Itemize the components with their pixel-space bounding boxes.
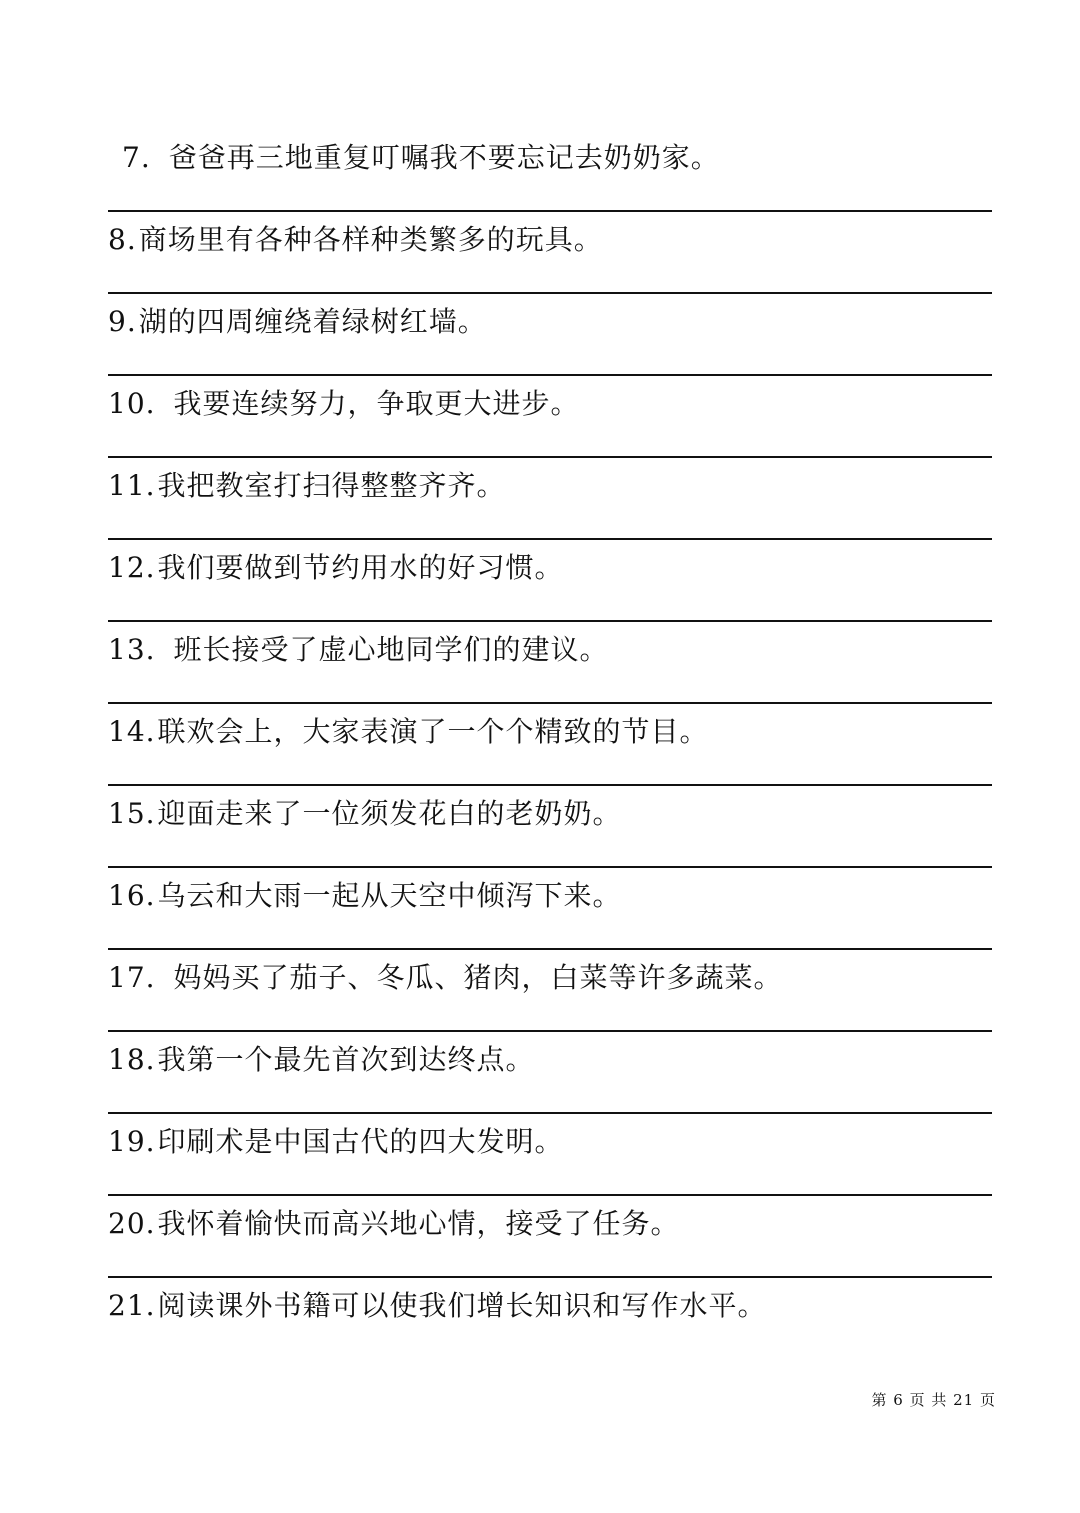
answer-line[interactable] [108, 784, 992, 786]
exercise-sentence: 我第一个最先首次到达终点。 [157, 1043, 535, 1076]
exercise-sentence: 商场里有各种各样种类繁多的玩具。 [138, 223, 603, 256]
exercise-sentence-row [108, 300, 487, 344]
exercise-sentence-row [108, 382, 580, 426]
exercise-item [108, 136, 992, 218]
exercise-sentence-row [108, 546, 564, 590]
exercise-sentence-row [122, 136, 720, 180]
exercise-number: 19. [108, 1125, 156, 1158]
answer-line[interactable] [108, 620, 992, 622]
answer-line[interactable] [108, 948, 992, 950]
exercise-item [108, 628, 992, 710]
exercise-sentence-row [108, 628, 609, 672]
exercise-item [108, 1202, 992, 1284]
exercise-sentence: 我要连续努力，争取更大进步。 [173, 387, 580, 420]
exercise-item [108, 792, 992, 874]
answer-line[interactable] [108, 1276, 992, 1278]
exercise-sentence-row [108, 874, 622, 918]
exercise-sentence: 迎面走来了一位须发花白的老奶奶。 [157, 797, 622, 830]
exercise-sentence-row [108, 1284, 767, 1328]
answer-line[interactable] [108, 538, 992, 540]
exercise-item [108, 300, 992, 382]
exercise-sentence: 阅读课外书籍可以使我们增长知识和写作水平。 [157, 1289, 767, 1322]
exercise-sentence-row [108, 710, 709, 754]
exercise-number: 14. [108, 715, 156, 748]
exercise-item [108, 218, 992, 300]
exercise-item [108, 1038, 992, 1120]
exercise-sentence: 我把教室打扫得整整齐齐。 [157, 469, 506, 502]
exercise-item [108, 1120, 992, 1202]
exercise-number: 9. [108, 305, 137, 338]
exercise-item [108, 382, 992, 464]
answer-line[interactable] [108, 210, 992, 212]
exercise-number: 15. [108, 797, 156, 830]
exercise-number: 16. [108, 879, 156, 912]
exercise-number: 20. [108, 1207, 156, 1240]
exercise-sentence: 联欢会上，大家表演了一个个精致的节目。 [157, 715, 709, 748]
exercise-item [108, 1284, 992, 1366]
exercise-sentence: 湖的四周缠绕着绿树红墙。 [138, 305, 487, 338]
exercise-sentence: 我们要做到节约用水的好习惯。 [157, 551, 564, 584]
exercise-sentence-row [108, 1120, 564, 1164]
answer-line[interactable] [108, 702, 992, 704]
exercise-sentence-row [108, 464, 506, 508]
exercise-sentence-row [108, 956, 783, 1000]
answer-line[interactable] [108, 1194, 992, 1196]
exercise-item [108, 956, 992, 1038]
exercise-item [108, 546, 992, 628]
answer-line[interactable] [108, 456, 992, 458]
exercise-number: 18. [108, 1043, 156, 1076]
exercise-sentence-row [108, 218, 603, 262]
answer-line[interactable] [108, 866, 992, 868]
exercise-number: 7. [122, 141, 151, 174]
exercise-number: 21. [108, 1289, 156, 1322]
exercise-number: 11. [108, 469, 156, 502]
answer-line[interactable] [108, 1112, 992, 1114]
exercise-sentence: 我怀着愉快而高兴地心情，接受了任务。 [157, 1207, 680, 1240]
exercise-sentence: 乌云和大雨一起从天空中倾泻下来。 [157, 879, 622, 912]
exercise-item [108, 874, 992, 956]
exercise-number: 10. [108, 387, 156, 420]
exercise-sentence: 妈妈买了茄子、冬瓜、猪肉，白菜等许多蔬菜。 [173, 961, 783, 994]
exercise-sentence-row [108, 1038, 535, 1082]
exercise-sentence: 爸爸再三地重复叮嘱我不要忘记去奶奶家。 [168, 141, 720, 174]
exercise-item [108, 710, 992, 792]
exercise-item [108, 464, 992, 546]
exercise-number: 17. [108, 961, 156, 994]
answer-line[interactable] [108, 374, 992, 376]
exercise-sentence: 印刷术是中国古代的四大发明。 [157, 1125, 564, 1158]
exercise-sentence-row [108, 792, 622, 836]
page-number: 第 6 页 共 21 页 [871, 1391, 996, 1409]
answer-line[interactable] [108, 1030, 992, 1032]
exercise-number: 12. [108, 551, 156, 584]
exercise-sentence: 班长接受了虚心地同学们的建议。 [173, 633, 609, 666]
exercise-number: 13. [108, 633, 156, 666]
exercise-number: 8. [108, 223, 137, 256]
exercise-sentence-row [108, 1202, 680, 1246]
answer-line[interactable] [108, 292, 992, 294]
